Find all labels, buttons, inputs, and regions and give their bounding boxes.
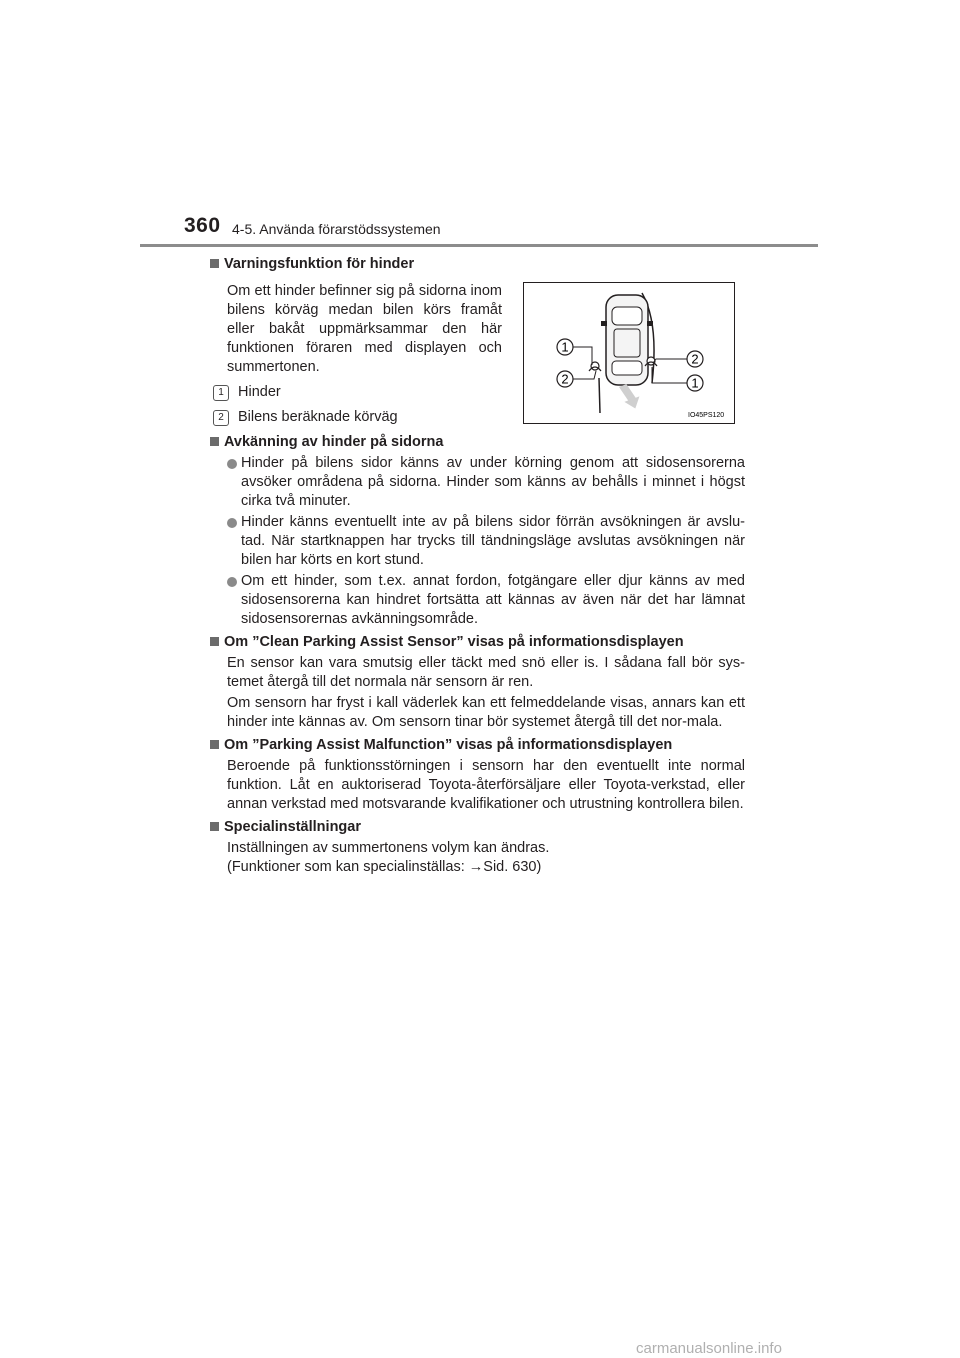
section-custom: [210, 818, 745, 877]
legend-label: Hinder: [238, 384, 281, 400]
body-text: Inställningen av summertonens volym kan ändras.: [227, 840, 550, 856]
section-heading: [210, 433, 745, 452]
round-bullet-icon: [227, 577, 237, 587]
callout-text-2-right: 2: [691, 351, 699, 367]
legend-label: Bilens beräknade körväg: [238, 409, 398, 425]
body-text: Om ett hinder befinner sig på sidorna inom bilens körväg medan bilen körs framåt eller bakåt uppmärksammar den här funktionen föraren med displayen och summertonen.: [227, 283, 502, 375]
heading-text: Specialinställningar: [224, 819, 361, 835]
page-reference[interactable]: (Funktioner som kan specialinställas: →Sid. 630): [227, 859, 542, 875]
bullet-item: [210, 454, 745, 511]
section-detection: [210, 433, 745, 629]
bullet-item: [210, 572, 745, 629]
section-heading: [210, 736, 745, 755]
legend-item: [210, 408, 745, 427]
number-badge: 2: [213, 410, 229, 426]
bullet-text: Hinder på bilens sidor känns av under körning genom att sidosensorerna avsöker områdena på sidorna. Hinder som känns av behålls i minnet i högst cirka två minuter.: [241, 455, 745, 509]
section-malfunction: [210, 736, 745, 814]
section-clean-sensor: [210, 633, 745, 732]
figure-code: IO45PS120: [688, 412, 725, 419]
bullet-item: [210, 513, 745, 570]
heading-text: Om ”Clean Parking Assist Sensor” visas på informationsdisplayen: [224, 634, 684, 650]
chapter-title: 4-5. Använda förarstödssystemen: [232, 221, 441, 237]
legend-item: [210, 383, 745, 402]
square-bullet-icon: [210, 637, 219, 646]
callout-text-1-right: 1: [691, 375, 699, 391]
section-heading: [210, 255, 745, 274]
section-warning: [210, 255, 745, 427]
number-badge: 1: [213, 385, 229, 401]
heading-text: Om ”Parking Assist Malfunction” visas på informationsdisplayen: [224, 737, 673, 753]
content: [210, 255, 745, 881]
heading-text: Varningsfunktion för hinder: [224, 256, 415, 272]
callout-text-2-left: 2: [561, 371, 569, 387]
round-bullet-icon: [227, 518, 237, 528]
body-text: Beroende på funktionsstörningen i sensorn har den eventuellt inte normal funktion. Låt en auktoriserad Toyota-återförsäljare eller Toyota-verkstad, eller annan verkstad med motsvarande kvalifikationer och utrustning kontrollera bilen.: [227, 758, 745, 812]
callout-text-1-left: 1: [561, 339, 569, 355]
square-bullet-icon: [210, 822, 219, 831]
bullet-text: Hinder känns eventuellt inte av på bilens sidor förrän avsökningen är avslu-tad. När startknappen har trycks till tändningsläge avslutas avsökningen när bilen har körts en kort stund.: [241, 514, 745, 568]
square-bullet-icon: [210, 259, 219, 268]
header-rule: [140, 244, 818, 247]
section-heading: [210, 633, 745, 652]
square-bullet-icon: [210, 740, 219, 749]
section-heading: [210, 818, 745, 837]
bullet-text: Om ett hinder, som t.ex. annat fordon, fotgängare eller djur känns av med sidosensorerna kan hindret fortsätta att kännas av även när det har lämnat sidosensorernas avkänningsområde.: [241, 573, 745, 627]
body-text: En sensor kan vara smutsig eller täckt med snö eller is. I sådana fall bör sys-temet återgå till det normala när sensorn är ren.: [227, 655, 745, 690]
body-text: Om sensorn har fryst i kall väderlek kan ett felmeddelande visas, annars kan ett hinder inte kännas av. Om sensorn tinar bör systemet återgå till det nor-mala.: [227, 695, 745, 730]
page-number: 360: [184, 214, 221, 237]
round-bullet-icon: [227, 459, 237, 469]
watermark: carmanualsonline.info: [636, 1340, 782, 1357]
square-bullet-icon: [210, 437, 219, 446]
heading-text: Avkänning av hinder på sidorna: [224, 434, 444, 450]
